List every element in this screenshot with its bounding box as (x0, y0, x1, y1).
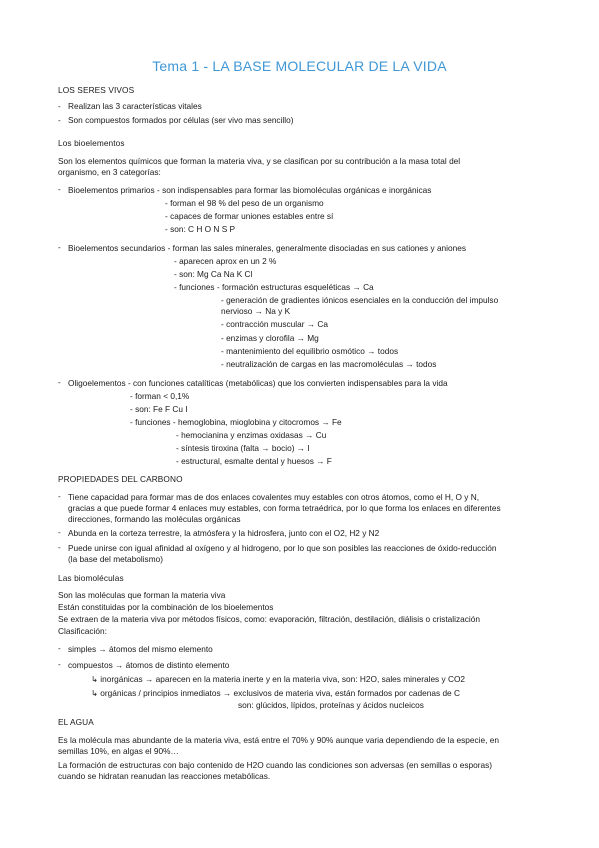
bullet-dash: - (58, 644, 61, 653)
paragraph-line: Se extraen de la materia viva por métodos físicos, como: evaporación, filtración, destilación, diálisis o cristalización (58, 614, 480, 624)
list-item-continued: gracias a que puede formar 4 enlaces muy estables, con forma tetraédrica, por lo que forma los enlaces en diferentes (68, 503, 501, 513)
paragraph-line: Son las moléculas que forman la materia viva (58, 590, 226, 600)
function-item: - síntesis tiroxina (falta → bocio) → I (176, 443, 310, 453)
paragraph-line: Son los elementos químicos que forman la materia viva, y se clasifican por su contribución a la masa total del (58, 156, 461, 166)
section-heading-biomoleculas: Las biomoléculas (58, 573, 124, 583)
list-item: Tiene capacidad para formar mas de dos enlaces covalentes muy estables con otros átomos, como el H, O y N, (68, 492, 480, 502)
paragraph-line: cuando se hidratan reanudan las reacciones metabólicas. (58, 771, 271, 781)
list-item: Bioelementos secundarios - forman las sales minerales, generalmente disociadas en sus cationes y aniones (68, 243, 467, 253)
paragraph-line: semillas 10%, en algas el 90%… (58, 746, 179, 756)
paragraph-line: Están constituidas por la combinación de los bioelementos (58, 602, 274, 612)
sub-item: - funciones - formación estructuras esqueléticas → Ca (174, 282, 374, 292)
function-item: - contracción muscular → Ca (221, 319, 328, 329)
sub-item: - son: Fe F Cu I (130, 404, 188, 414)
bullet-dash: - (58, 378, 61, 387)
sub-item: - funciones - hemoglobina, mioglobina y citocromos → Fe (130, 417, 342, 427)
sub-item: ↳ orgánicas / principios inmediatos → exclusivos de materia viva, están formados por cadenas de C (91, 688, 460, 698)
list-item-continued: direcciones, formando las moléculas orgánicas (68, 514, 241, 524)
paragraph-line: Es la molécula mas abundante de la materia viva, está entre el 70% y 90% aunque varia dependiendo de la especie, en (58, 735, 499, 745)
sub-item: - son: C H O N S P (165, 224, 236, 234)
list-item: Oligoelementos - con funciones catalíticas (metabólicas) que los convierten indispensables para la vida (68, 378, 448, 388)
bullet-dash: - (58, 185, 61, 194)
function-item: - estructural, esmalte dental y huesos → F (176, 456, 332, 466)
list-item: Son compuestos formados por células (ser vivo mas sencillo) (68, 115, 294, 125)
paragraph-line: Clasificación: (58, 626, 107, 636)
function-item: nervioso → Na y K (221, 306, 291, 316)
bullet-dash: - (58, 116, 61, 125)
list-item-continued: (la base del metabolismo) (68, 554, 163, 564)
bullet-dash: - (58, 492, 61, 501)
function-item: - neutralización de cargas en las macromoléculas → todos (221, 359, 437, 369)
paragraph-line: organismo, en 3 categorías: (58, 167, 161, 177)
sub-item-continued: son: glúcidos, lípidos, proteínas y ácidos nucleicos (238, 700, 424, 710)
function-item: - enzimas y clorofila → Mg (221, 333, 319, 343)
sub-item: - capaces de formar uniones estables entre sí (165, 211, 334, 221)
bullet-dash: - (58, 528, 61, 537)
section-heading-agua: EL AGUA (58, 717, 94, 727)
function-item: - generación de gradientes iónicos esenciales en la conducción del impulso (221, 295, 499, 305)
sub-item: - son: Mg Ca Na K Cl (174, 269, 253, 279)
sub-item: ↳ inorgánicas → aparecen en la materia inerte y en la materia viva, son: H2O, sales minerales y CO2 (91, 674, 466, 684)
list-item: simples → átomos del mismo elemento (68, 644, 213, 654)
section-heading-carbono: PROPIEDADES DEL CARBONO (58, 474, 183, 484)
section-heading-seres-vivos: LOS SERES VIVOS (58, 85, 135, 95)
page-title: Tema 1 - LA BASE MOLECULAR DE LA VIDA (152, 58, 447, 74)
bullet-dash: - (58, 102, 61, 111)
sub-item: - forman el 98 % del peso de un organismo (165, 198, 324, 208)
function-item: - hemocianina y enzimas oxidasas → Cu (176, 430, 327, 440)
sub-item: - forman < 0,1% (130, 391, 190, 401)
list-item: compuestos → átomos de distinto elemento (68, 660, 230, 670)
section-heading-bioelementos: Los bioelementos (58, 138, 125, 148)
bullet-dash: - (58, 660, 61, 669)
bullet-dash: - (58, 243, 61, 252)
bullet-dash: - (58, 543, 61, 552)
list-item: Puede unirse con igual afinidad al oxígeno y al hidrogeno, por lo que son posibles las reacciones de óxido-reducción (68, 543, 497, 553)
list-item: Bioelementos primarios - son indispensables para formar las biomoléculas orgánicas e inorgánicas (68, 185, 432, 195)
function-item: - mantenimiento del equilibrio osmótico → todos (221, 346, 399, 356)
paragraph-line: La formación de estructuras con bajo contenido de H2O cuando las condiciones son adversas (en semillas o esporas) (58, 760, 492, 770)
list-item: Abunda en la corteza terrestre, la atmósfera y la hidrosfera, junto con el O2, H2 y N2 (68, 528, 380, 538)
sub-item: - aparecen aprox en un 2 % (174, 256, 277, 266)
list-item: Realizan las 3 características vitales (68, 101, 202, 111)
